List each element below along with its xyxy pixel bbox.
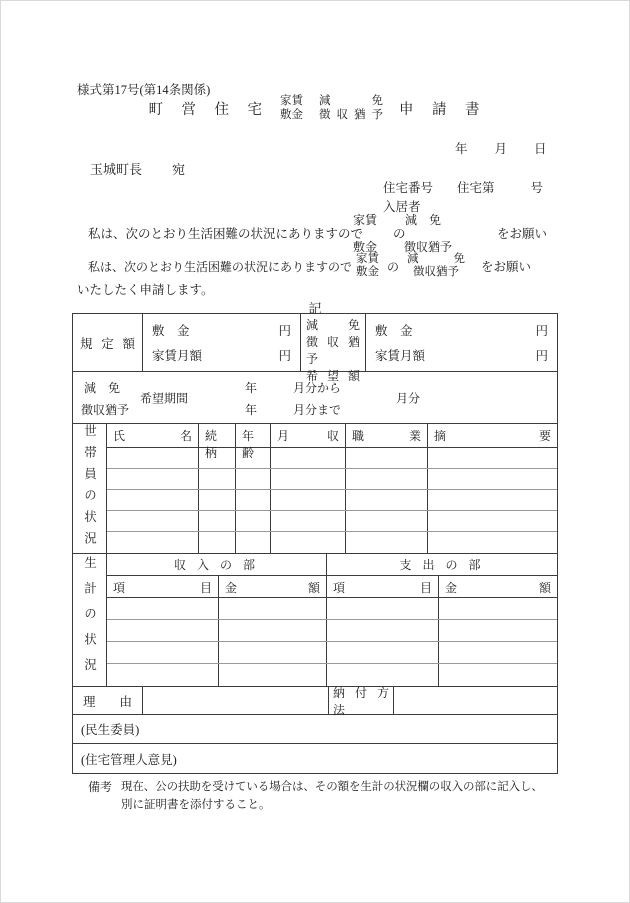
period-relief-bottom: 徴収猶予 xyxy=(81,403,130,417)
empty-cell xyxy=(271,490,346,510)
period-to-suffix: 月分まで xyxy=(293,403,342,417)
empty-cell xyxy=(236,448,271,468)
housing-manager-row xyxy=(73,744,557,773)
col-age: 年 齢 xyxy=(236,424,271,447)
empty-cell xyxy=(107,664,219,686)
expense-header: 支 出 の 部 xyxy=(399,558,485,572)
livelihood-subheader-row xyxy=(107,576,557,598)
empty-cell xyxy=(346,469,428,489)
livelihood-empty-row xyxy=(107,620,557,642)
empty-cell xyxy=(236,469,271,489)
rent-unit: 円 xyxy=(535,349,548,363)
note-line-1: 現在、公の扶助を受けている場合は、その額を生計の状況欄の収入の部に記入し、 xyxy=(121,781,543,793)
col-name: 氏 名 xyxy=(107,424,199,447)
household-empty-row xyxy=(107,469,557,490)
empty-cell xyxy=(219,620,327,641)
empty-cell xyxy=(428,448,557,468)
title-suffix: 申 請 書 xyxy=(399,102,482,118)
livelihood-side-cell xyxy=(73,554,107,686)
household-empty-row xyxy=(107,448,557,469)
col-item: 項 目 xyxy=(327,576,439,597)
request1-fee-bottom: 敷金 xyxy=(353,240,378,254)
empty-cell xyxy=(346,511,428,531)
empty-cell xyxy=(428,469,557,489)
addressee-name: 玉城町長 xyxy=(90,162,143,177)
empty-cell xyxy=(327,642,439,663)
livelihood-header-row xyxy=(107,554,557,576)
empty-cell xyxy=(439,664,557,686)
wish-right-cell xyxy=(366,314,557,371)
col-amount: 金 額 xyxy=(445,581,551,595)
date-month-label: 月 xyxy=(494,142,508,156)
addressee-suffix: 宛 xyxy=(172,162,186,177)
empty-cell xyxy=(271,448,346,468)
welfare-commissioner-row xyxy=(73,715,557,744)
deposit-label: 敷 金 xyxy=(375,324,413,338)
empty-cell xyxy=(236,511,271,531)
housing-manager-label: (住宅管理人意見) xyxy=(81,752,177,767)
rent-label: 家賃月額 xyxy=(375,349,426,363)
request2-fee-bottom: 敷金 xyxy=(356,266,380,278)
reason-label-cell xyxy=(73,687,143,714)
empty-cell xyxy=(107,511,199,531)
date-day-label: 日 xyxy=(534,142,547,156)
household-empty-row xyxy=(107,532,557,553)
empty-cell xyxy=(439,620,557,641)
rent-line xyxy=(152,346,291,364)
empty-cell xyxy=(346,490,428,510)
empty-cell xyxy=(199,511,236,531)
empty-cell xyxy=(107,490,199,510)
request1-relief-top: 減 免 xyxy=(405,213,442,227)
deposit-line xyxy=(375,321,548,339)
col-occupation: 職 業 xyxy=(346,424,428,447)
wish-line-1: 減 免 xyxy=(306,318,360,332)
title-relief-stack xyxy=(319,95,383,122)
prescribed-amount-row xyxy=(73,314,557,383)
empty-cell xyxy=(236,532,271,553)
request2-tail: をお願い xyxy=(481,260,532,274)
date-line xyxy=(455,139,547,157)
title-relief-bottom: 徴収猶予 xyxy=(319,108,383,121)
household-side-label: 世帯員の状況 xyxy=(82,424,97,553)
wish-amount-label-cell xyxy=(301,314,366,383)
addressee-line xyxy=(90,159,185,178)
reason-value-cell xyxy=(143,687,329,714)
housing-number-line xyxy=(383,178,543,196)
period-from-year: 年 xyxy=(245,381,258,395)
reason-row xyxy=(73,687,557,715)
rent-unit: 円 xyxy=(278,349,291,363)
record-heading: 記 xyxy=(308,301,322,316)
empty-cell xyxy=(107,598,219,619)
empty-cell xyxy=(107,620,219,641)
col-item: 項 目 xyxy=(107,576,219,597)
livelihood-empty-row xyxy=(107,642,557,664)
reason-label: 理 由 xyxy=(83,694,132,709)
empty-cell xyxy=(107,469,199,489)
title-fee-bottom: 敷金 xyxy=(280,108,303,121)
request1-fee-top: 家賃 xyxy=(353,213,378,227)
prescribed-label: 規 定 額 xyxy=(80,336,135,351)
deposit-label: 敷 金 xyxy=(152,324,190,338)
request2-relief-top: 減 免 xyxy=(407,253,466,265)
livelihood-empty-row xyxy=(107,598,557,620)
empty-cell xyxy=(428,490,557,510)
request1-particle: の xyxy=(393,227,406,241)
empty-cell xyxy=(271,532,346,553)
form-number: 様式第17号(第14条関係) xyxy=(77,83,211,97)
wish-line-3: 希 望 額 xyxy=(306,369,360,383)
payment-method-label-cell xyxy=(329,685,394,717)
housing-number-value: 住宅第 xyxy=(457,181,495,195)
empty-cell xyxy=(199,469,236,489)
empty-cell xyxy=(428,532,557,553)
empty-cell xyxy=(219,642,327,663)
request2-line xyxy=(88,251,531,281)
payment-method-label: 納 付 方 法 xyxy=(333,685,389,717)
empty-cell xyxy=(199,532,236,553)
col-amount: 金 額 xyxy=(219,576,327,597)
welfare-commissioner-label: (民生委員) xyxy=(81,723,140,737)
empty-cell xyxy=(107,642,219,663)
period-relief-top: 減 免 xyxy=(84,381,121,395)
application-table xyxy=(72,313,558,774)
note-label: 備考 xyxy=(88,780,113,794)
livelihood-side-label: 生計の状況 xyxy=(82,556,97,684)
period-from-suffix: 月分から xyxy=(293,381,342,395)
request1-relief-bottom: 徴収猶予 xyxy=(404,240,453,254)
empty-cell xyxy=(219,664,327,686)
empty-cell xyxy=(346,532,428,553)
empty-cell xyxy=(199,490,236,510)
empty-cell xyxy=(219,598,327,619)
col-relationship: 続 柄 xyxy=(199,424,236,447)
empty-cell xyxy=(327,620,439,641)
empty-cell xyxy=(107,448,199,468)
empty-cell xyxy=(439,598,557,619)
period-label: 希望期間 xyxy=(140,391,189,405)
desired-period-row xyxy=(73,372,557,424)
livelihood-section xyxy=(73,554,557,687)
closing-sentence: いたしたく申請します。 xyxy=(77,283,214,297)
deposit-line xyxy=(152,321,291,339)
household-empty-row xyxy=(107,490,557,511)
empty-cell xyxy=(439,642,557,663)
household-side-cell xyxy=(73,424,107,553)
title-fee-stack xyxy=(280,95,303,122)
period-months: 月分 xyxy=(396,391,421,405)
housing-number-suffix: 号 xyxy=(530,181,544,195)
title-relief-top: 減 免 xyxy=(319,95,383,107)
form-title xyxy=(149,95,482,122)
household-header-row xyxy=(107,424,557,460)
empty-cell xyxy=(107,532,199,553)
request2-fee-stack xyxy=(356,253,379,279)
period-to-year: 年 xyxy=(245,403,258,417)
empty-cell xyxy=(271,511,346,531)
prescribed-left-cell xyxy=(143,314,301,371)
resident-label: 入居者 xyxy=(383,200,421,214)
empty-cell xyxy=(327,598,439,619)
request2-relief-bottom: 徴収猶予 xyxy=(413,266,460,278)
empty-cell xyxy=(346,448,428,468)
date-year-label: 年 xyxy=(455,142,468,156)
request1-tail: をお願い xyxy=(497,227,548,241)
wish-line-2: 徴 収 猶 予 xyxy=(306,335,360,366)
note-line-2: 別に証明書を添付すること。 xyxy=(121,799,271,811)
deposit-unit: 円 xyxy=(278,324,291,338)
request1-sentence: 私は、次のとおり生活困難の状況にありますので xyxy=(88,227,364,241)
request2-sentence: 私は、次のとおり生活困難の状況にありますので xyxy=(88,259,353,274)
col-monthly-income: 月 収 xyxy=(271,424,346,447)
prescribed-label-cell xyxy=(73,314,143,371)
request2-relief-stack xyxy=(407,253,465,279)
empty-cell xyxy=(271,469,346,489)
payment-method-value-cell xyxy=(394,687,557,714)
housing-number-label: 住宅番号 xyxy=(383,181,434,195)
request2-particle: の xyxy=(387,259,400,274)
empty-cell xyxy=(428,511,557,531)
household-empty-row xyxy=(107,511,557,532)
empty-cell xyxy=(199,448,236,468)
col-remarks: 摘 要 xyxy=(434,429,551,443)
rent-label: 家賃月額 xyxy=(152,349,203,363)
rent-line xyxy=(375,346,548,364)
deposit-unit: 円 xyxy=(535,324,548,338)
title-fee-top: 家賃 xyxy=(280,95,303,107)
request2-fee-top: 家賃 xyxy=(356,253,380,265)
title-prefix: 町 営 住 宅 xyxy=(148,102,264,118)
empty-cell xyxy=(236,490,271,510)
household-section xyxy=(73,424,557,554)
income-header: 収 入 の 部 xyxy=(107,554,327,575)
